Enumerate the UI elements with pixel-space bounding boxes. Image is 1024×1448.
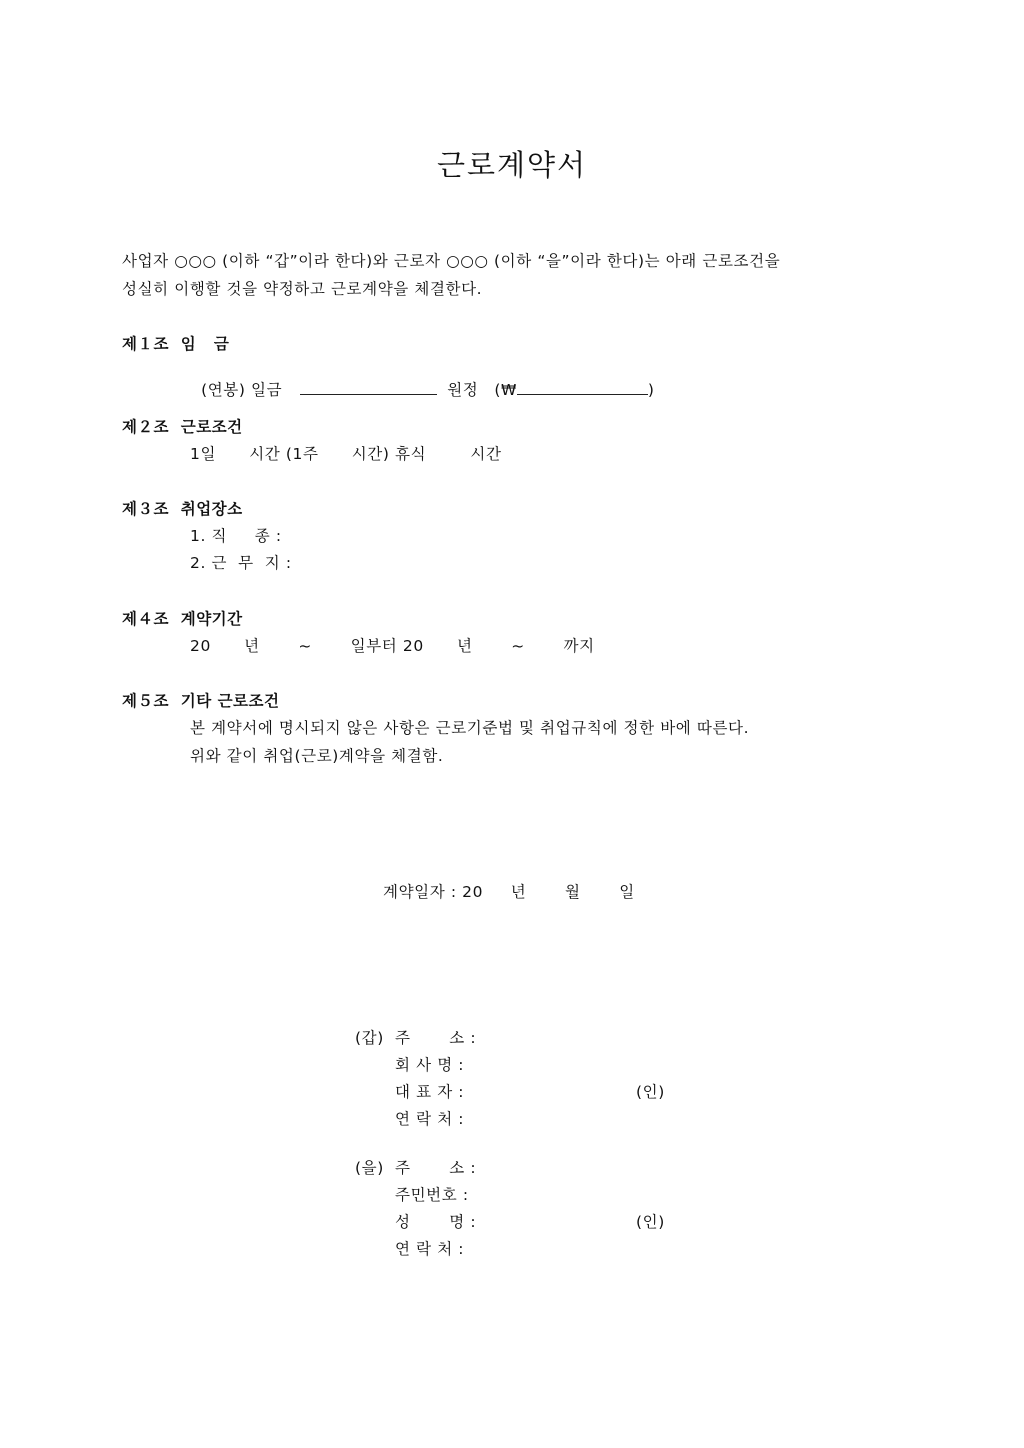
party-a-representative: 대 표 자 : bbox=[395, 1083, 465, 1101]
article-3-workplace: 2. 근 무 지 : bbox=[190, 554, 292, 572]
article-1-heading: 제１조 임 금 bbox=[122, 335, 230, 353]
contract-date: 계약일자 : 20 년 월 일 bbox=[383, 883, 635, 901]
wage-numeric-close: ) bbox=[647, 381, 655, 399]
article-2-heading: 제２조 근로조건 bbox=[122, 418, 243, 436]
party-a-seal: (인) bbox=[636, 1083, 665, 1101]
article-4-heading: 제４조 계약기간 bbox=[122, 610, 243, 628]
document-title: 근로계약서 bbox=[436, 148, 588, 182]
article-5-line-2: 위와 같이 취업(근로)계약을 체결함. bbox=[190, 747, 444, 765]
party-b-seal: (인) bbox=[636, 1213, 665, 1231]
wage-numeric-open: (₩ bbox=[494, 381, 517, 399]
article-3-heading: 제３조 취업장소 bbox=[122, 500, 243, 518]
wage-numeric-blank[interactable] bbox=[517, 377, 648, 395]
article-2-hours-line: 1일 시간 (1주 시간) 휴식 시간 bbox=[190, 445, 502, 463]
article-4-period-line: 20 년 ~ 일부터 20 년 ~ 까지 bbox=[190, 637, 595, 655]
article-1-wage-line bbox=[190, 359, 655, 400]
wage-label: (연봉) 일금 bbox=[201, 381, 283, 399]
party-a-address: 주 소 : bbox=[395, 1029, 477, 1047]
intro-line-2: 성실히 이행할 것을 약정하고 근로계약을 체결한다. bbox=[122, 280, 483, 298]
wage-unit-label: 원정 bbox=[447, 381, 479, 399]
article-5-line-1: 본 계약서에 명시되지 않은 사항은 근로기준법 및 취업규칙에 정한 바에 따른다. bbox=[190, 719, 750, 737]
party-b-id-number: 주민번호 : bbox=[395, 1186, 469, 1204]
party-b-label: (을) bbox=[355, 1159, 384, 1177]
wage-amount-blank[interactable] bbox=[300, 377, 437, 395]
article-3-job-type: 1. 직 종 : bbox=[190, 527, 282, 545]
party-a-label: (갑) bbox=[355, 1029, 384, 1047]
party-b-name: 성 명 : bbox=[395, 1213, 477, 1231]
article-5-heading: 제５조 기타 근로조건 bbox=[122, 692, 280, 710]
party-b-contact: 연 락 처 : bbox=[395, 1240, 465, 1258]
party-a-contact: 연 락 처 : bbox=[395, 1110, 465, 1128]
intro-line-1: 사업자 ○○○ (이하 “갑”이라 한다)와 근로자 ○○○ (이하 “을”이라 한다)는 아래 근로조건을 bbox=[122, 252, 781, 270]
party-a-company: 회 사 명 : bbox=[395, 1056, 465, 1074]
party-b-address: 주 소 : bbox=[395, 1159, 477, 1177]
